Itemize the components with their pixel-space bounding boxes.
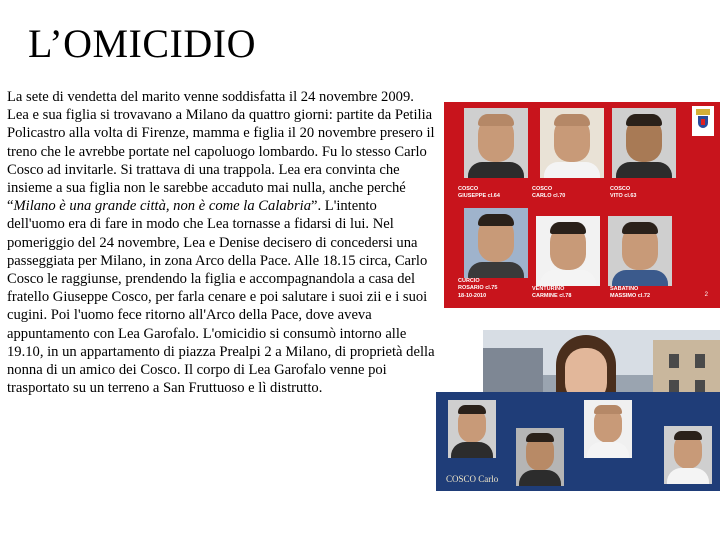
mugshot-5 bbox=[536, 216, 600, 286]
mugshot-6-caption: SABATINO MASSIMO cl.72 bbox=[610, 286, 651, 299]
mugshot-1 bbox=[464, 108, 528, 178]
cosco-name-caption: COSCO Carlo bbox=[446, 474, 499, 484]
mugshot-3-caption: COSCO VITO cl.63 bbox=[610, 186, 637, 199]
board-page-number: 2 bbox=[704, 292, 708, 298]
page-title: L’OMICIDIO bbox=[28, 21, 256, 66]
mugshot-2-caption: COSCO CARLO cl.70 bbox=[532, 186, 566, 199]
cosco-group-photo bbox=[436, 392, 720, 491]
mugshot-2 bbox=[540, 108, 604, 178]
body-quote: Milano è una grande città, non è come la Calabria bbox=[13, 198, 311, 215]
group-mugshot-3 bbox=[584, 400, 632, 458]
mugshot-4-caption: CURCIO ROSARIO cl.75 bbox=[458, 278, 498, 291]
mugshot-1-caption: COSCO GIUSEPPE cl.64 bbox=[458, 186, 500, 199]
mugshot-board-photo bbox=[444, 102, 720, 308]
board-date: 18-10-2010 bbox=[458, 293, 487, 299]
mugshot-4 bbox=[464, 208, 528, 278]
group-mugshot-4 bbox=[664, 426, 712, 484]
mugshot-3 bbox=[612, 108, 676, 178]
body-text-part2: ”. L'intento dell'uomo era di fare in modo che Lea tornasse a fidarsi di lui. Nel pomeriggio del 24 novembre, Lea e Denise decisero di concedersi una passeggiata per Milano, in zona Arco della Pace. Alle 18.15 circa, Carlo Cosco le raggiunse, prendendo la figlia e accompagnandola a casa del fratello Giuseppe Cosco, per farla cenare e poi salutare i suoi zii e i suoi cugini. Poi l'uomo fece ritorno all'Arco della Pace, dove aveva appuntamento con Lea Garofalo. L'omicidio si consumò intorno alle 19.10, in un appartamento di piazza Prealpi 2 a Milano, di proprietà della nonna di un amico dei Cosco. Il corpo di Lea Garofalo venne poi trasportato su un terreno a San Fruttuoso e lì distrutto. bbox=[7, 198, 435, 397]
body-text-part1: La sete di vendetta del marito venne soddisfatta il 24 novembre 2009. Lea e sua figlia si trovavano a Milano da quattro giorni: partite da Petilia Policastro alla volta di Firenze, mamma e figlia il 20 novembre presero il treno che le avrebbe portate nel capoluogo lombardo. Fu lo stesso Carlo Cosco ad invitarle. Si trattava di una trappola. Lea era convinta che insieme a sua figlia non le sarebbe accaduto mai nulla, anche perché “ bbox=[7, 89, 435, 215]
body-paragraph bbox=[7, 88, 435, 397]
group-mugshot-2 bbox=[516, 428, 564, 486]
carabinieri-crest-icon bbox=[692, 106, 714, 136]
mugshot-6 bbox=[608, 216, 672, 286]
mugshot-5-caption: VENTURINO CARMINE cl.78 bbox=[532, 286, 572, 299]
group-mugshot-1 bbox=[448, 400, 496, 458]
